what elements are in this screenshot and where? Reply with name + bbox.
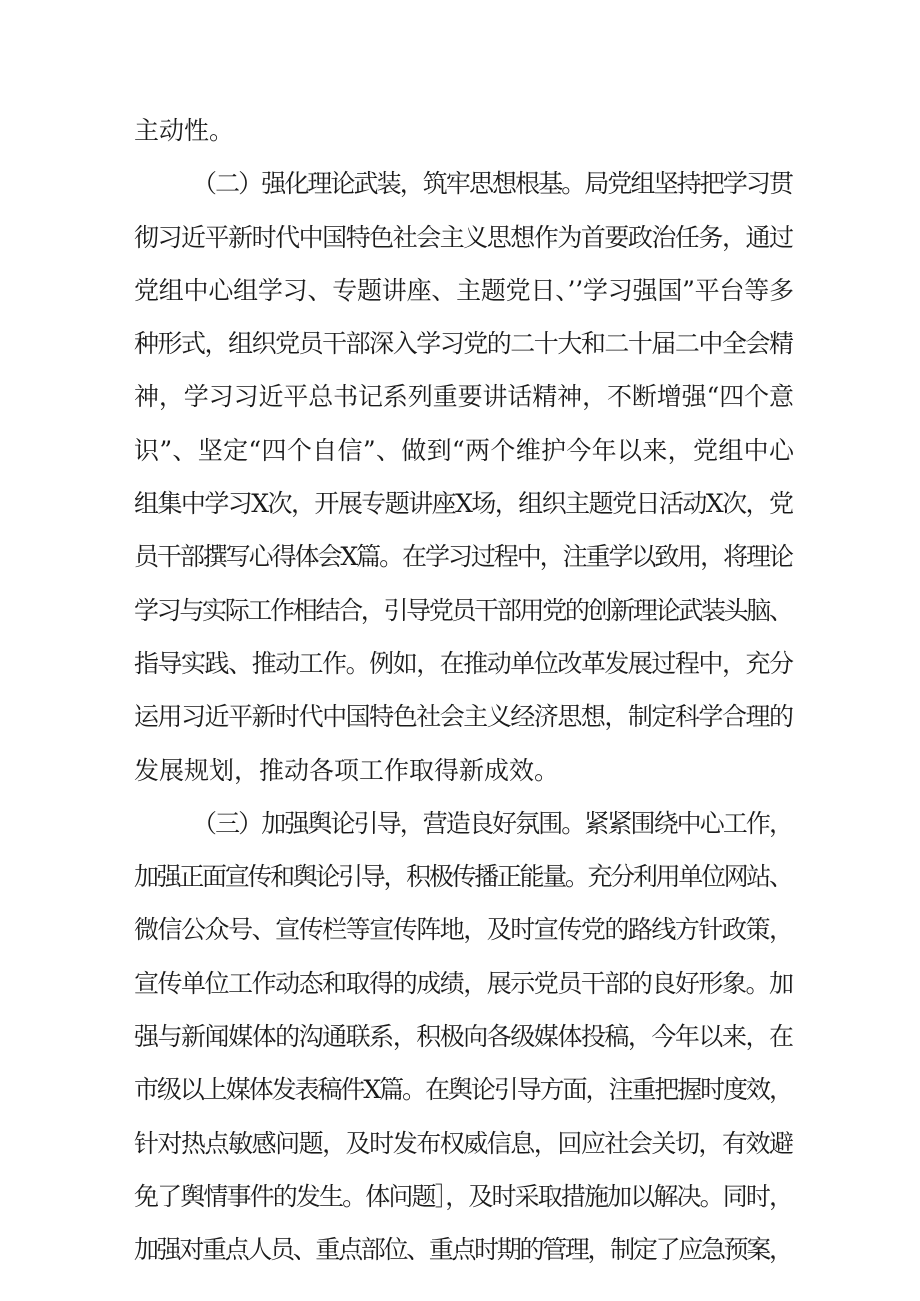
text-line: 免了舆情事件的发生。体问题］，及时采取措施加以解决。同时，: [134, 1181, 793, 1211]
text-line: 运用习近平新时代中国特色社会主义经济思想，制定科学合理的: [134, 702, 793, 732]
text-line: 学习与实际工作相结合，引导党员干部用党的创新理论武装头脑、: [134, 595, 792, 625]
text-line: 强与新闻媒体的沟通联系，积极向各级媒体投稿，今年以来，在: [134, 1022, 793, 1052]
text-line: 组集中学习X次，开展专题讲座X场，组织主题党日活动X次，党: [134, 489, 793, 519]
text-line: 加强对重点人员、重点部位、重点时期的管理，制定了应急预案，: [134, 1235, 792, 1265]
text-line: 指导实践、推动工作。例如，在推动单位改革发展过程中，充分: [134, 648, 793, 678]
text-line: 宣传单位工作动态和取得的成绩，展示党员干部的良好形象。加: [134, 968, 793, 998]
text-line: 彻习近平新时代中国特色社会主义思想作为首要政治任务，通过: [134, 222, 793, 252]
text-line: 微信公众号、宣传栏等宣传阵地，及时宣传党的路线方针政策，: [134, 915, 793, 945]
text-line: 市级以上媒体发表稿件X篇。在舆论引导方面，注重把握时度效，: [134, 1075, 792, 1105]
text-line: 员干部撰写心得体会X篇。在学习过程中，注重学以致用，将理论: [134, 542, 792, 572]
text-line: 加强正面宣传和舆论引导，积极传播正能量。充分利用单位网站、: [134, 862, 792, 892]
document-body: [134, 104, 794, 1277]
text-line: 神，学习习近平总书记系列重要讲话精神，不断增强“四个意: [134, 382, 794, 412]
text-line: 发展规划，推动各项工作取得新成效。: [134, 755, 560, 785]
text-line: （三）加强舆论引导，营造良好氛围。紧紧围绕中心工作，: [192, 808, 793, 838]
text-line: 识”、坚定“四个自信”、做到“两个维护今年以来，党组中心: [134, 435, 795, 465]
text-line: 党组中心组学习、专题讲座、主题党日、’’学习强国”平台等多: [134, 275, 794, 305]
text-line: （二）强化理论武装，筑牢思想根基。局党组坚持把学习贯: [192, 169, 793, 199]
text-line: 种形式，组织党员干部深入学习党的二十大和二十届二中全会精: [134, 329, 793, 359]
text-line: 主动性。: [134, 116, 235, 145]
text-line: 针对热点敏感问题，及时发布权威信息，回应社会关切，有效避: [134, 1128, 793, 1158]
